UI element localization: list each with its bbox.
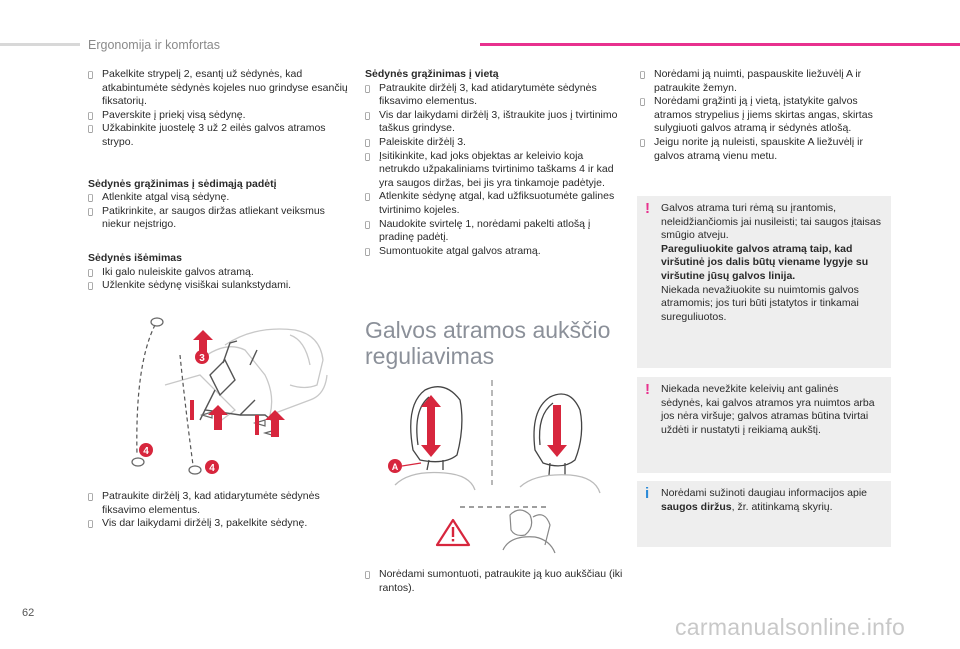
- passenger-silhouette: [503, 510, 555, 553]
- up-down-arrow: [421, 395, 441, 457]
- headrest-adjustment-diagram: [385, 375, 615, 555]
- section-title: Sėdynės grąžinimas į sėdimąją padėtį: [88, 177, 277, 190]
- headrest-section-title: Galvos atramos aukščio reguliavimas: [365, 317, 611, 369]
- header-accent-bar: [480, 43, 960, 46]
- warning-icon: !: [645, 200, 650, 217]
- list-item: Paleiskite diržėlį 3.: [379, 135, 466, 148]
- intro-list: [88, 68, 350, 150]
- warning-box-passengers: ! Niekada nevežkite keleivių ant galinės sėdynės, kai galvos atramos yra nuimtos arba jos nėra viršuje; galvos atramas būtina tvirtai uždėti ir nustatyti į reikiamą aukštį.: [637, 377, 891, 473]
- list-item: Norėdami ją nuimti, paspauskite liežuvėlį A ir patraukite žemyn.: [654, 68, 862, 94]
- page-number: 62: [22, 607, 35, 619]
- seat-frame: [200, 341, 275, 423]
- list-item: Vis dar laikydami diržėlį 3, pakelkite sėdynę.: [102, 517, 308, 530]
- bottom-list: [88, 490, 350, 531]
- info-icon: i: [645, 485, 650, 502]
- section1-list: [88, 191, 350, 232]
- badge-A: A: [391, 462, 399, 472]
- section-title: Sėdynės išėmimas: [88, 251, 182, 264]
- list-item: Patraukite diržėlį 3, kad atidarytumėte sėdynės fiksavimo elementus.: [379, 81, 597, 108]
- list-item: Užkabinkite juostelę 3 už 2 eilės galvos atramos strypo.: [102, 122, 326, 148]
- list-item: Patraukite diržėlį 3, kad atidarytumėte sėdynės fiksavimo elementus.: [102, 490, 320, 516]
- column-1-bottom: [88, 490, 350, 531]
- list-item: Pakelkite strypelį 2, esantį už sėdynės, kad atkabintumėte sėdynės kojeles nuo grindyse esančių fiksatorių.: [102, 68, 348, 108]
- chapter-title: Ergonomija ir komfortas: [88, 38, 220, 52]
- column-3: [640, 68, 895, 163]
- seat-outline: [165, 329, 327, 425]
- column-2-bottom: [365, 568, 627, 595]
- warning-box-headrest: ! Galvos atrama turi rėmą su įrantomis, neleidžiančiomis jai nusileisti; tai saugos įtaisas smūgio atveju. Pareguliuokite galvos atramą taip, kad viršutinė jos dalis būtų viename lygyje su viršutine jūsų galvos linija. Niekada nevažiuokite su nuimtomis galvos atramomis; jos turi būti įstatytos ir tinkamai sureguliuotos.: [637, 196, 891, 368]
- badge-4-left: 4: [143, 446, 149, 457]
- list-item: Naudokite svirtelę 1, norėdami pakelti atlošą į pradinę padėtį.: [379, 217, 591, 244]
- list-item: Vis dar laikydami diržėlį 3, ištraukite juos į tvirtinimo taškus grindyse.: [379, 108, 618, 135]
- warning-icon: [437, 520, 469, 545]
- section-title: Sėdynės grąžinimas į vietą: [365, 68, 499, 80]
- list-item: Užlenkite sėdynę visiškai sulankstydami.: [102, 279, 292, 292]
- reinstall-list: [365, 82, 627, 259]
- list-item: Jeigu norite ją nuleisti, spauskite A liežuvėlį ir galvos atramą vienu metu.: [654, 135, 863, 162]
- list-item: Sumontuokite atgal galvos atramą.: [379, 244, 541, 257]
- badge-4-right: 4: [209, 463, 215, 474]
- list-item: Atlenkite atgal visą sėdynę.: [102, 191, 230, 204]
- info-box-seatbelts: i Norėdami sužinoti daugiau informacijos apie saugos diržus, žr. atitinkamą skyrių.: [637, 481, 891, 547]
- list-item: Patikrinkite, ar saugos diržas atliekant veiksmus niekur neįstrigo.: [102, 204, 325, 231]
- headrest-list: [640, 68, 895, 163]
- seat-removal-diagram: [105, 305, 340, 480]
- watermark: carmanualsonline.info: [675, 614, 906, 640]
- down-arrow: [547, 405, 567, 457]
- column-2: [365, 68, 627, 258]
- step-badges: [139, 350, 219, 474]
- list-item: Norėdami grąžinti ją į vietą, įstatykite galvos atramos strypelius į jiems skirtas angas, skirtas sulygiuoti galvos atramą ir sėdynės atlošą.: [654, 95, 873, 135]
- list-item: Įsitikinkite, kad joks objektas ar keleivio koja netrukdo užpakaliniams tvirtinimo taškams 4 ir kad yra saugos diržas, bei jis yra tinkamoje padėtyje.: [379, 149, 614, 189]
- list-item: Norėdami sumontuoti, patraukite ją kuo aukščiau (iki rantos).: [379, 568, 623, 594]
- list-item: Iki galo nuleiskite galvos atramą.: [102, 265, 254, 278]
- badge-3: 3: [199, 353, 205, 364]
- list-item: Atlenkite sėdynę atgal, kad užfiksuotumėte galines tvirtinimo kojeles.: [379, 190, 615, 216]
- section2-list: [88, 266, 350, 293]
- header-rule-left: [0, 43, 80, 46]
- column-1: [88, 68, 350, 293]
- list-item: Paverskite į priekį visą sėdynę.: [102, 108, 246, 121]
- movement-arrows: [190, 330, 285, 437]
- warning-icon: !: [645, 381, 650, 398]
